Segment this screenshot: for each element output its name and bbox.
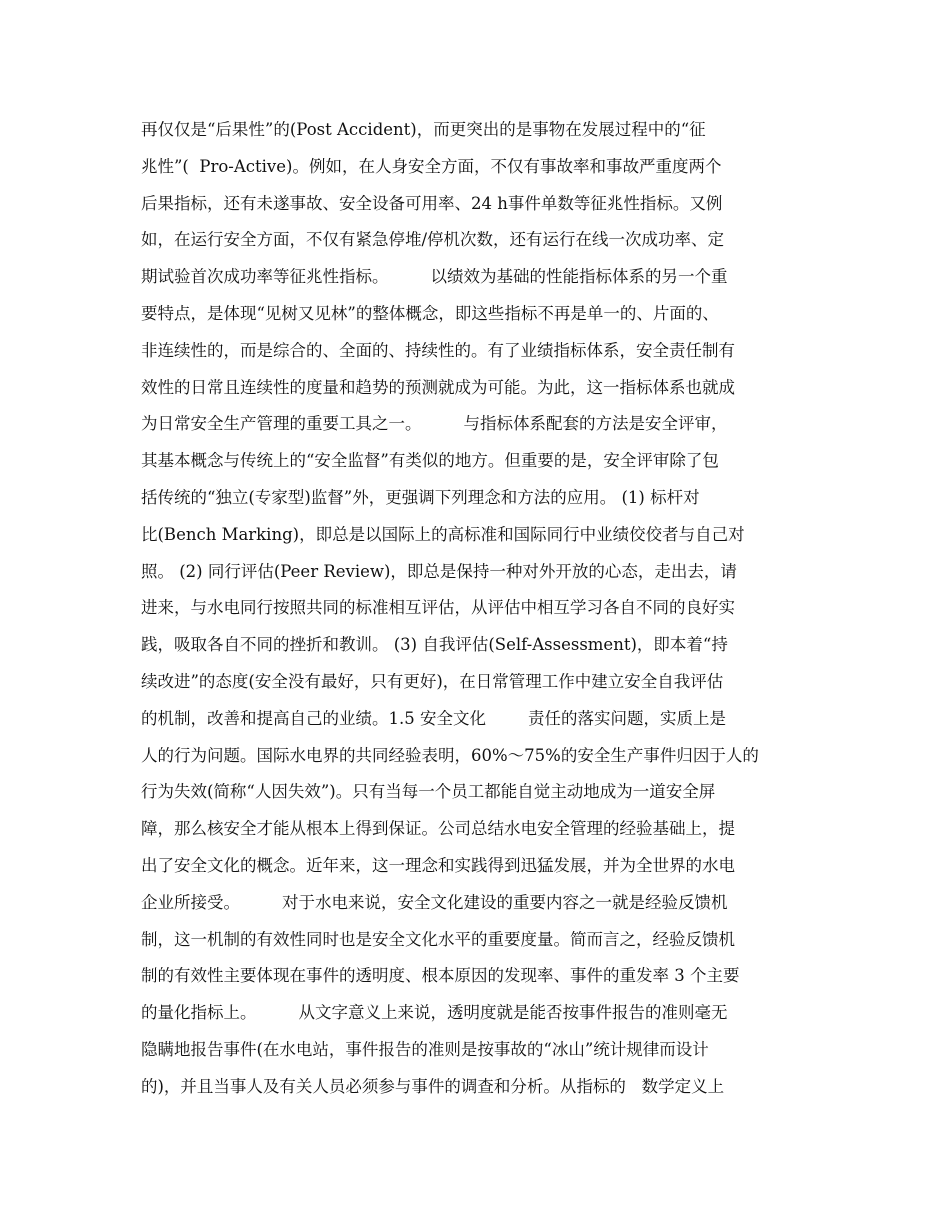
text-line: 的)，并且当事人及有关人员必须参与事件的调查和分析。从指标的 数学定义上 [141,1076,725,1096]
text-line: 制，这一机制的有效性同时也是安全文化水平的重要度量。简而言之，经验反馈机 [141,929,735,949]
text-line: 为日常安全生产管理的重要工具之一。 与指标体系配套的方法是安全评审， [141,414,728,434]
text-line: 践，吸取各自不同的挫折和教训。 (3) 自我评估(Self-Assessment)，即本着“持 [141,635,728,655]
text-line: 括传统的“独立(专家型)监督”外，更强调下列理念和方法的应用。 (1) 标杆对 [141,487,700,507]
text-line: 期试验首次成功率等征兆性指标。 以绩效为基础的性能指标体系的另一个重 [141,267,728,287]
text-line: 兆性”( Pro-Active)。例如，在人身安全方面，不仅有事故率和事故严重度两个 [141,156,722,176]
text-line: 障，那么核安全才能从根本上得到保证。公司总结水电安全管理的经验基础上，提 [141,819,735,839]
text-line: 人的行为问题。国际水电界的共同经验表明，60%～75%的安全生产事件归因于人的 [141,745,759,765]
text-line: 照。 (2) 同行评估(Peer Review)，即总是保持一种对外开放的心态，走出去，请 [141,561,737,581]
text-line: 进来，与水电同行按照共同的标准相互评估，从评估中相互学习各自不同的良好实 [141,598,735,618]
text-line: 行为失效(简称“人因失效”)。只有当每一个员工都能自觉主动地成为一道安全屏 [141,782,716,802]
text-line: 其基本概念与传统上的“安全监督”有类似的地方。但重要的是，安全评审除了包 [141,451,719,471]
text-line: 要特点，是体现“见树又见林”的整体概念，即这些指标不再是单一的、片面的、 [141,303,719,323]
text-line: 的机制，改善和提高自己的业绩。1.5 安全文化 责任的落实问题，实质上是 [141,708,726,728]
text-line: 企业所接受。 对于水电来说，安全文化建设的重要内容之一就是经验反馈机 [141,892,728,912]
text-line: 隐瞒地报告事件(在水电站，事件报告的准则是按事故的“冰山”统计规律而设计 [141,1039,709,1059]
text-line: 制的有效性主要体现在事件的透明度、根本原因的发现率、事件的重发率 3 个主要 [141,966,740,986]
text-line: 如，在运行安全方面，不仅有紧急停堆/停机次数，还有运行在线一次成功率、定 [141,230,725,250]
text-line: 出了安全文化的概念。近年来，这一理念和实践得到迅猛发展，并为全世界的水电 [141,855,735,875]
text-line: 再仅仅是“后果性”的(Post Accident)，而更突出的是事物在发展过程中的“征 [141,120,706,139]
text-line: 非连续性的，而是综合的、全面的、持续性的。有了业绩指标体系，安全责任制有 [141,340,735,360]
text-line: 续改进”的态度(安全没有最好，只有更好)，在日常管理工作中建立安全自我评估 [141,671,724,691]
text-line: 比(Bench Marking)，即总是以国际上的高标准和国际同行中业绩佼佼者与自己对 [141,524,745,544]
text-line: 效性的日常且连续性的度量和趋势的预测就成为可能。为此，这一指标体系也就成 [141,377,735,397]
text-line: 的量化指标上。 从文字意义上来说，透明度就是能否按事件报告的准则毫无 [141,1003,728,1023]
text-line: 后果指标，还有未遂事故、安全设备可用率、24 h事件单数等征兆性指标。又例 [141,193,723,213]
body-text [141,112,811,1106]
